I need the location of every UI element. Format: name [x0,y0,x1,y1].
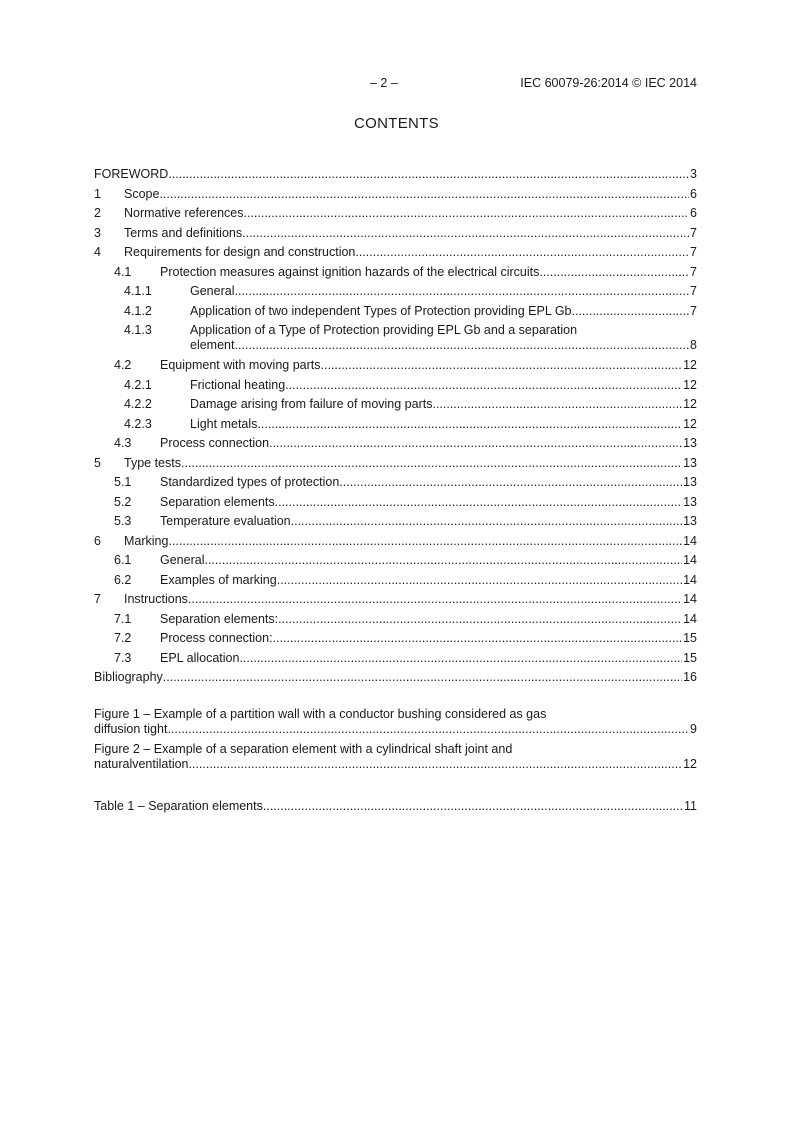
toc-entry-6[interactable] [94,534,697,554]
toc-page-number: 13 [683,455,697,470]
toc-number: 4.3 [114,436,132,450]
toc-page-number: 12 [683,377,697,392]
toc-number: 2 [94,206,101,220]
toc-entry-3[interactable] [94,226,697,246]
toc-number: 1 [94,186,101,201]
toc-page-number: 14 [683,592,697,606]
dot-leader [234,284,689,298]
toc-number: 5.3 [114,514,132,528]
toc-entry-4-1-2[interactable] [94,304,697,324]
page-title: CONTENTS [354,115,439,132]
figure-entry-text-line1: Figure 2 – Example of a separation element with a cylindrical shaft joint and [94,741,513,756]
document-id: IEC 60079-26:2014 © IEC 2014 [520,76,697,90]
dot-leader [572,304,690,318]
toc-entry-text: FOREWORD [94,167,169,181]
dot-leader [269,436,682,450]
toc-number: 4.2 [114,358,132,372]
toc-entry-foreword[interactable] [94,167,697,187]
toc-entry-text: Process connection: [160,631,273,645]
dot-leader [189,757,683,771]
toc-entry-7-1[interactable] [94,612,697,632]
toc-page-number: 7 [690,225,697,240]
dot-leader [234,338,689,352]
dot-leader [159,187,689,201]
toc-page-number: 16 [683,670,697,684]
toc-number: 4.2.1 [124,377,152,392]
dot-leader [168,534,682,548]
dot-leader [188,592,682,606]
dot-leader [181,456,682,470]
toc-page-number: 13 [683,494,697,509]
toc-entry-5-1[interactable] [94,475,697,495]
toc-entry-text: Frictional heating [190,377,286,392]
toc-entry-4-2-1[interactable] [94,378,697,398]
dot-leader [257,417,682,431]
dot-leader [278,612,682,626]
toc-entry-7-3[interactable] [94,651,697,671]
toc-entry-text: EPL allocation [160,650,240,665]
toc-number: 3 [94,225,101,240]
dot-leader [163,670,682,684]
toc-entry-text: Equipment with moving parts [160,358,321,372]
toc-page-number: 3 [690,167,697,181]
toc-page-number: 7 [690,303,697,318]
toc-page-number: 15 [683,650,697,665]
toc-page-number: 7 [690,245,697,259]
toc-page-number: 13 [683,475,697,489]
dot-leader [277,573,682,587]
dot-leader [239,651,682,665]
toc-entry-text: Scope [124,186,160,201]
figure-page-number: 12 [683,756,697,771]
toc-page-number: 12 [683,397,697,411]
page-header [0,76,793,92]
toc-entry-text: Standardized types of protection [160,475,340,489]
toc-entry-4-1-3[interactable] [94,323,697,358]
toc-entry-6-2[interactable] [94,573,697,593]
figure-page-number: 9 [690,721,697,736]
toc-number: 4.1.2 [124,303,152,318]
toc-number: 5.1 [114,475,132,489]
dot-leader [339,475,682,489]
toc-entry-text: Bibliography [94,670,163,684]
toc-number: 6.2 [114,572,132,587]
figure-entry-text-line1: Figure 1 – Example of a partition wall with a conductor bushing considered as gas [94,706,547,721]
toc-page-number: 12 [683,358,697,372]
toc-entry-5-2[interactable] [94,495,697,515]
toc-entry-4-1[interactable] [94,265,697,285]
toc-entry-1[interactable] [94,187,697,207]
toc-entry-text: Marking [124,533,169,548]
dot-leader [242,226,689,240]
toc-entry-text: Separation elements [160,494,275,509]
dot-leader [263,799,683,813]
toc-number: 7.3 [114,650,132,665]
figure-entry-text-line2: diffusion tight [94,721,168,736]
toc-entry-text: Terms and definitions [124,225,243,240]
dot-leader [204,553,682,567]
toc-entry-text: General [160,553,205,567]
toc-entry-5-3[interactable] [94,514,697,534]
toc-entry-6-1[interactable] [94,553,697,573]
table-page-number: 11 [684,798,697,813]
dot-leader [285,378,682,392]
toc-number: 4 [94,245,101,259]
table-of-contents [94,167,697,818]
toc-entry-4-2[interactable] [94,358,697,378]
toc-entry-text: Instructions [124,592,188,606]
page-number: – 2 – [370,76,398,90]
dot-leader [321,358,683,372]
section-gap [94,777,697,799]
toc-entry-text: Requirements for design and construction [124,245,356,259]
dot-leader [273,631,683,645]
figure-entry-2[interactable] [94,742,697,777]
toc-entry-5[interactable] [94,456,697,476]
dot-leader [355,245,689,259]
toc-entry-7-2[interactable] [94,631,697,651]
toc-number: 5.2 [114,494,132,509]
dot-leader [539,265,689,279]
toc-entry-4-2-3[interactable] [94,417,697,437]
dot-leader [168,167,689,181]
toc-number: 4.1 [114,264,132,279]
toc-page-number: 8 [690,338,697,352]
figure-entry-1[interactable] [94,707,697,742]
section-gap [94,690,697,707]
toc-page-number: 13 [683,436,697,450]
toc-number: 6 [94,533,101,548]
toc-entry-4-3[interactable] [94,436,697,456]
toc-page-number: 12 [683,416,697,431]
toc-entry-text: General [190,284,235,298]
toc-number: 4.1.1 [124,284,152,298]
toc-number: 6.1 [114,553,132,567]
toc-page-number: 14 [683,572,697,587]
toc-entry-7[interactable] [94,592,697,612]
toc-number: 7 [94,592,101,606]
toc-entry-text-line1: Application of a Type of Protection providing EPL Gb and a separation [190,323,578,337]
toc-entry-text: Separation elements: [160,611,279,626]
toc-entry-bibliography[interactable] [94,670,697,690]
toc-entry-text: Temperature evaluation [160,514,291,528]
toc-number: 5 [94,455,101,470]
toc-page-number: 6 [690,206,697,220]
toc-entry-text: Light metals [190,416,258,431]
toc-entry-text: Process connection [160,436,270,450]
toc-page-number: 15 [683,631,697,645]
toc-entry-4[interactable] [94,245,697,265]
toc-page-number: 14 [683,611,697,626]
toc-page-number: 14 [683,553,697,567]
toc-number: 4.2.3 [124,416,152,431]
figure-entry-text-line2: naturalventilation [94,756,189,771]
table-entry-text: Table 1 – Separation elements [94,798,263,813]
toc-entry-4-1-1[interactable] [94,284,697,304]
toc-entry-2[interactable] [94,206,697,226]
dot-leader [275,495,682,509]
toc-page-number: 14 [683,533,697,548]
dot-leader [291,514,682,528]
toc-page-number: 13 [683,514,697,528]
toc-page-number: 7 [690,284,697,298]
toc-entry-4-2-2[interactable] [94,397,697,417]
toc-entry-text: Normative references [124,206,244,220]
table-entry-1[interactable] [94,799,697,819]
toc-entry-text: Application of two independent Types of Protection providing EPL Gb [190,303,572,318]
dot-leader [244,206,690,220]
toc-entry-text: Type tests [124,455,181,470]
toc-number: 4.2.2 [124,397,152,411]
toc-page-number: 6 [690,186,697,201]
toc-number: 7.2 [114,631,132,645]
dot-leader [432,397,682,411]
toc-number: 7.1 [114,611,132,626]
toc-entry-text-line2: element [190,338,235,352]
dot-leader [167,722,689,736]
toc-number: 4.1.3 [124,323,152,337]
toc-entry-text: Damage arising from failure of moving parts [190,397,433,411]
toc-page-number: 7 [690,264,697,279]
toc-entry-text: Protection measures against ignition hazards of the electrical circuits [160,264,540,279]
toc-entry-text: Examples of marking [160,572,277,587]
